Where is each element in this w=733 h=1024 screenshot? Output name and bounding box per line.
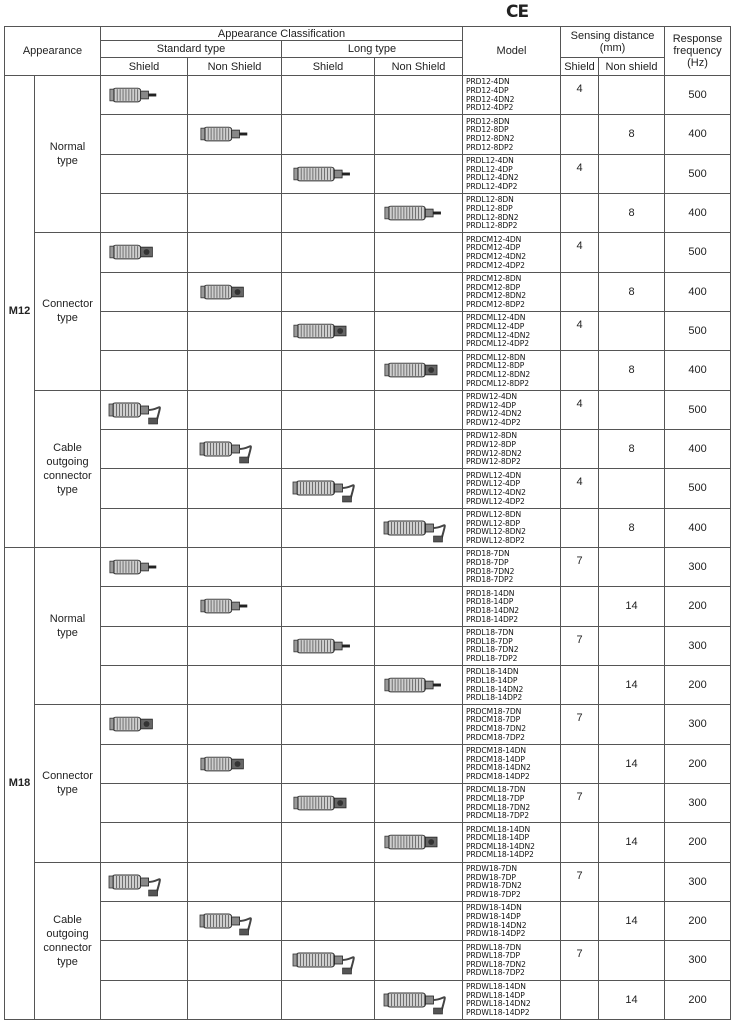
- response-frequency-cell: 500: [665, 311, 731, 350]
- empty-cell: [101, 626, 188, 665]
- empty-cell: [282, 705, 375, 744]
- distance-shield-cell: 7: [561, 783, 599, 822]
- table-row: [5, 547, 731, 586]
- empty-cell: [282, 980, 375, 1019]
- model-cell: PRDCM12-8DN PRDCM12-8DP PRDCM12-8DN2 PRDCM12-8DP2: [463, 272, 561, 311]
- appearance-cell: [375, 193, 463, 232]
- empty-cell: [282, 390, 375, 429]
- empty-cell: [188, 508, 282, 547]
- table-row: [5, 587, 731, 626]
- model-cell: PRDCML12-8DN PRDCML12-8DP PRDCML12-8DN2 PRDCML12-8DP2: [463, 351, 561, 390]
- model-cell: PRD12-8DN PRD12-8DP PRD12-8DN2 PRD12-8DP2: [463, 115, 561, 154]
- distance-shield-cell: [561, 901, 599, 940]
- table-body: [5, 76, 731, 1020]
- response-frequency-cell: 400: [665, 115, 731, 154]
- table-row: [5, 862, 731, 901]
- distance-shield-cell: 7: [561, 941, 599, 980]
- model-cell: PRDCM18-14DN PRDCM18-14DP PRDCM18-14DN2 PRDCM18-14DP2: [463, 744, 561, 783]
- empty-cell: [101, 311, 188, 350]
- empty-cell: [282, 429, 375, 468]
- appearance-cell: [101, 390, 188, 429]
- sensor-normal-icon: [101, 80, 187, 110]
- appearance-cell: [101, 862, 188, 901]
- response-frequency-cell: 200: [665, 980, 731, 1019]
- appearance-cell: [282, 469, 375, 508]
- distance-non-shield-cell: [599, 941, 665, 980]
- sensing-distance-header: Sensing distance (mm): [561, 27, 665, 58]
- sensor-normal-icon: [101, 552, 187, 582]
- empty-cell: [188, 76, 282, 115]
- empty-cell: [188, 351, 282, 390]
- distance-non-shield-cell: 14: [599, 665, 665, 704]
- distance-shield-cell: 7: [561, 705, 599, 744]
- sensor-connector-icon: [101, 237, 187, 267]
- model-cell: PRDW12-8DN PRDW12-8DP PRDW12-8DN2 PRDW12-8DP2: [463, 429, 561, 468]
- distance-non-shield-cell: [599, 469, 665, 508]
- distance-shield-cell: [561, 980, 599, 1019]
- response-frequency-cell: 500: [665, 233, 731, 272]
- empty-cell: [282, 744, 375, 783]
- distance-shield-cell: [561, 272, 599, 311]
- appearance-cell: [188, 115, 282, 154]
- distance-shield-cell: 7: [561, 626, 599, 665]
- empty-cell: [188, 941, 282, 980]
- response-frequency-cell: 300: [665, 547, 731, 586]
- distance-shield-cell: 7: [561, 862, 599, 901]
- distance-non-shield-cell: 8: [599, 351, 665, 390]
- model-cell: PRD18-14DN PRD18-14DP PRD18-14DN2 PRD18-14DP2: [463, 587, 561, 626]
- appearance-cell: [282, 154, 375, 193]
- distance-shield-cell: 4: [561, 76, 599, 115]
- sensor-cable-icon: [282, 945, 374, 975]
- empty-cell: [101, 154, 188, 193]
- appearance-cell: [101, 547, 188, 586]
- response-frequency-cell: 400: [665, 351, 731, 390]
- distance-shield-cell: 4: [561, 154, 599, 193]
- distance-non-shield-cell: [599, 862, 665, 901]
- table-row: [5, 744, 731, 783]
- empty-cell: [101, 587, 188, 626]
- empty-cell: [101, 665, 188, 704]
- table-row: [5, 980, 731, 1019]
- model-cell: PRDWL12-4DN PRDWL12-4DP PRDWL12-4DN2 PRDWL12-4DP2: [463, 469, 561, 508]
- sensor-cable-icon: [188, 434, 281, 464]
- empty-cell: [375, 469, 463, 508]
- appearance-cell: [101, 705, 188, 744]
- empty-cell: [282, 862, 375, 901]
- distance-non-shield-cell: 8: [599, 429, 665, 468]
- sensor-type-label: Normal type: [35, 547, 101, 704]
- empty-cell: [375, 862, 463, 901]
- table-row: [5, 193, 731, 232]
- table-row: [5, 941, 731, 980]
- model-cell: PRDWL18-7DN PRDWL18-7DP PRDWL18-7DN2 PRDWL18-7DP2: [463, 941, 561, 980]
- ce-mark-icon: CE: [506, 2, 529, 22]
- standard-shield-header: Shield: [101, 58, 188, 76]
- response-frequency-cell: 400: [665, 429, 731, 468]
- sensor-type-label: Connector type: [35, 705, 101, 862]
- empty-cell: [375, 154, 463, 193]
- response-frequency-cell: 300: [665, 626, 731, 665]
- table-row: [5, 351, 731, 390]
- empty-cell: [375, 429, 463, 468]
- appearance-cell: [282, 626, 375, 665]
- distance-non-shield-header: Non shield: [599, 58, 665, 76]
- long-type-header: Long type: [282, 41, 463, 58]
- distance-non-shield-cell: [599, 76, 665, 115]
- empty-cell: [375, 744, 463, 783]
- long-non-shield-header: Non Shield: [375, 58, 463, 76]
- response-frequency-cell: 400: [665, 193, 731, 232]
- table-row: [5, 390, 731, 429]
- empty-cell: [375, 783, 463, 822]
- empty-cell: [282, 901, 375, 940]
- empty-cell: [375, 76, 463, 115]
- distance-non-shield-cell: [599, 783, 665, 822]
- empty-cell: [101, 783, 188, 822]
- appearance-cell: [188, 744, 282, 783]
- sensor-connector-icon: [188, 749, 281, 779]
- empty-cell: [188, 547, 282, 586]
- response-frequency-cell: 200: [665, 901, 731, 940]
- model-cell: PRDL18-7DN PRDL18-7DP PRDL18-7DN2 PRDL18-7DP2: [463, 626, 561, 665]
- empty-cell: [282, 351, 375, 390]
- empty-cell: [101, 272, 188, 311]
- empty-cell: [375, 311, 463, 350]
- distance-shield-cell: 7: [561, 547, 599, 586]
- distance-non-shield-cell: 14: [599, 744, 665, 783]
- distance-non-shield-cell: [599, 626, 665, 665]
- model-header: Model: [463, 27, 561, 76]
- distance-non-shield-cell: 8: [599, 193, 665, 232]
- distance-non-shield-cell: 8: [599, 272, 665, 311]
- empty-cell: [375, 941, 463, 980]
- distance-non-shield-cell: 14: [599, 901, 665, 940]
- model-cell: PRDWL18-14DN PRDWL18-14DP PRDWL18-14DN2 PRDWL18-14DP2: [463, 980, 561, 1019]
- appearance-cell: [282, 941, 375, 980]
- response-frequency-cell: 200: [665, 744, 731, 783]
- distance-non-shield-cell: [599, 390, 665, 429]
- model-cell: PRD12-4DN PRD12-4DP PRD12-4DN2 PRD12-4DP2: [463, 76, 561, 115]
- model-cell: PRD18-7DN PRD18-7DP PRD18-7DN2 PRD18-7DP2: [463, 547, 561, 586]
- empty-cell: [282, 233, 375, 272]
- response-frequency-cell: 500: [665, 469, 731, 508]
- empty-cell: [375, 115, 463, 154]
- table-row: [5, 626, 731, 665]
- response-frequency-cell: 400: [665, 272, 731, 311]
- empty-cell: [375, 587, 463, 626]
- distance-non-shield-cell: 14: [599, 823, 665, 862]
- empty-cell: [282, 508, 375, 547]
- empty-cell: [101, 469, 188, 508]
- empty-cell: [188, 469, 282, 508]
- response-frequency-cell: 300: [665, 705, 731, 744]
- empty-cell: [375, 705, 463, 744]
- sensor-connector-icon: [375, 355, 462, 385]
- distance-shield-cell: [561, 744, 599, 783]
- response-frequency-cell: 200: [665, 823, 731, 862]
- sensor-normal-icon: [375, 198, 462, 228]
- response-frequency-cell: 500: [665, 154, 731, 193]
- distance-shield-header: Shield: [561, 58, 599, 76]
- distance-non-shield-cell: 8: [599, 115, 665, 154]
- appearance-header: Appearance: [5, 27, 101, 76]
- sensor-spec-table: [4, 26, 731, 1020]
- table-row: [5, 783, 731, 822]
- empty-cell: [282, 587, 375, 626]
- empty-cell: [188, 233, 282, 272]
- sensor-normal-icon: [375, 670, 462, 700]
- appearance-cell: [375, 665, 463, 704]
- appearance-cell: [188, 901, 282, 940]
- empty-cell: [188, 154, 282, 193]
- appearance-cell: [375, 351, 463, 390]
- empty-cell: [188, 193, 282, 232]
- appearance-cell: [375, 823, 463, 862]
- empty-cell: [101, 193, 188, 232]
- model-cell: PRDCML12-4DN PRDCML12-4DP PRDCML12-4DN2 PRDCML12-4DP2: [463, 311, 561, 350]
- empty-cell: [282, 665, 375, 704]
- model-cell: PRDW18-7DN PRDW18-7DP PRDW18-7DN2 PRDW18-7DP2: [463, 862, 561, 901]
- distance-non-shield-cell: [599, 705, 665, 744]
- table-row: [5, 823, 731, 862]
- sensor-type-label: Cable outgoing connector type: [35, 862, 101, 1019]
- table-row: [5, 429, 731, 468]
- table-row: [5, 705, 731, 744]
- table-header: [5, 27, 731, 76]
- empty-cell: [375, 272, 463, 311]
- table-row: [5, 469, 731, 508]
- appearance-cell: [188, 429, 282, 468]
- model-cell: PRDL12-4DN PRDL12-4DP PRDL12-4DN2 PRDL12-4DP2: [463, 154, 561, 193]
- distance-shield-cell: [561, 429, 599, 468]
- empty-cell: [188, 980, 282, 1019]
- empty-cell: [282, 76, 375, 115]
- empty-cell: [101, 980, 188, 1019]
- empty-cell: [282, 193, 375, 232]
- table-row: [5, 76, 731, 115]
- empty-cell: [282, 823, 375, 862]
- table-row: [5, 508, 731, 547]
- sensor-normal-icon: [282, 159, 374, 189]
- response-frequency-cell: 200: [665, 665, 731, 704]
- response-frequency-header: Response frequency (Hz): [665, 27, 731, 76]
- empty-cell: [101, 744, 188, 783]
- table-row: [5, 901, 731, 940]
- distance-shield-cell: 4: [561, 390, 599, 429]
- appearance-cell: [188, 587, 282, 626]
- response-frequency-cell: 300: [665, 941, 731, 980]
- sensor-connector-icon: [375, 827, 462, 857]
- distance-shield-cell: [561, 665, 599, 704]
- appearance-cell: [375, 508, 463, 547]
- empty-cell: [101, 823, 188, 862]
- model-cell: PRDCM12-4DN PRDCM12-4DP PRDCM12-4DN2 PRDCM12-4DP2: [463, 233, 561, 272]
- standard-type-header: Standard type: [101, 41, 282, 58]
- model-cell: PRDL12-8DN PRDL12-8DP PRDL12-8DN2 PRDL12-8DP2: [463, 193, 561, 232]
- distance-shield-cell: [561, 115, 599, 154]
- size-group-label: M18: [5, 547, 35, 1019]
- response-frequency-cell: 500: [665, 390, 731, 429]
- model-cell: PRDW12-4DN PRDW12-4DP PRDW12-4DN2 PRDW12-4DP2: [463, 390, 561, 429]
- distance-non-shield-cell: 14: [599, 587, 665, 626]
- appearance-classification-header: Appearance Classification: [101, 27, 463, 41]
- empty-cell: [188, 783, 282, 822]
- long-shield-header: Shield: [282, 58, 375, 76]
- table-row: [5, 311, 731, 350]
- distance-shield-cell: [561, 823, 599, 862]
- sensor-cable-icon: [282, 473, 374, 503]
- empty-cell: [101, 508, 188, 547]
- sensor-normal-icon: [188, 591, 281, 621]
- sensor-connector-icon: [282, 788, 374, 818]
- empty-cell: [282, 272, 375, 311]
- response-frequency-cell: 300: [665, 862, 731, 901]
- distance-shield-cell: [561, 508, 599, 547]
- appearance-cell: [188, 272, 282, 311]
- empty-cell: [188, 390, 282, 429]
- sensor-connector-icon: [101, 709, 187, 739]
- sensor-normal-icon: [188, 119, 281, 149]
- table-row: [5, 272, 731, 311]
- empty-cell: [101, 901, 188, 940]
- table-row: [5, 233, 731, 272]
- distance-non-shield-cell: [599, 547, 665, 586]
- sensor-cable-icon: [101, 395, 187, 425]
- model-cell: PRDWL12-8DN PRDWL12-8DP PRDWL12-8DN2 PRDWL12-8DP2: [463, 508, 561, 547]
- distance-non-shield-cell: [599, 233, 665, 272]
- distance-shield-cell: [561, 587, 599, 626]
- sensor-cable-icon: [375, 985, 462, 1015]
- distance-non-shield-cell: 14: [599, 980, 665, 1019]
- empty-cell: [188, 705, 282, 744]
- appearance-cell: [375, 980, 463, 1019]
- sensor-connector-icon: [188, 277, 281, 307]
- empty-cell: [188, 823, 282, 862]
- empty-cell: [375, 901, 463, 940]
- empty-cell: [101, 941, 188, 980]
- distance-non-shield-cell: [599, 311, 665, 350]
- model-cell: PRDL18-14DN PRDL18-14DP PRDL18-14DN2 PRDL18-14DP2: [463, 665, 561, 704]
- empty-cell: [282, 547, 375, 586]
- table-row: [5, 115, 731, 154]
- sensor-cable-icon: [101, 867, 187, 897]
- empty-cell: [188, 311, 282, 350]
- standard-non-shield-header: Non Shield: [188, 58, 282, 76]
- empty-cell: [188, 626, 282, 665]
- response-frequency-cell: 500: [665, 76, 731, 115]
- empty-cell: [101, 351, 188, 390]
- distance-shield-cell: 4: [561, 233, 599, 272]
- model-cell: PRDW18-14DN PRDW18-14DP PRDW18-14DN2 PRDW18-14DP2: [463, 901, 561, 940]
- sensor-cable-icon: [188, 906, 281, 936]
- model-cell: PRDCM18-7DN PRDCM18-7DP PRDCM18-7DN2 PRDCM18-7DP2: [463, 705, 561, 744]
- empty-cell: [375, 233, 463, 272]
- response-frequency-cell: 400: [665, 508, 731, 547]
- sensor-type-label: Normal type: [35, 76, 101, 233]
- sensor-normal-icon: [282, 631, 374, 661]
- distance-shield-cell: 4: [561, 469, 599, 508]
- size-group-label: M12: [5, 76, 35, 548]
- appearance-cell: [101, 233, 188, 272]
- empty-cell: [188, 665, 282, 704]
- model-cell: PRDCML18-7DN PRDCML18-7DP PRDCML18-7DN2 PRDCML18-7DP2: [463, 783, 561, 822]
- sensor-cable-icon: [375, 513, 462, 543]
- appearance-cell: [282, 783, 375, 822]
- empty-cell: [375, 547, 463, 586]
- response-frequency-cell: 200: [665, 587, 731, 626]
- empty-cell: [375, 390, 463, 429]
- distance-shield-cell: 4: [561, 311, 599, 350]
- appearance-cell: [282, 311, 375, 350]
- appearance-cell: [101, 76, 188, 115]
- empty-cell: [101, 429, 188, 468]
- distance-shield-cell: [561, 351, 599, 390]
- response-frequency-cell: 300: [665, 783, 731, 822]
- model-cell: PRDCML18-14DN PRDCML18-14DP PRDCML18-14DN2 PRDCML18-14DP2: [463, 823, 561, 862]
- empty-cell: [375, 626, 463, 665]
- empty-cell: [101, 115, 188, 154]
- table-row: [5, 154, 731, 193]
- table-row: [5, 665, 731, 704]
- sensor-connector-icon: [282, 316, 374, 346]
- sensor-type-label: Connector type: [35, 233, 101, 390]
- distance-non-shield-cell: 8: [599, 508, 665, 547]
- empty-cell: [188, 862, 282, 901]
- sensor-type-label: Cable outgoing connector type: [35, 390, 101, 547]
- empty-cell: [282, 115, 375, 154]
- distance-non-shield-cell: [599, 154, 665, 193]
- distance-shield-cell: [561, 193, 599, 232]
